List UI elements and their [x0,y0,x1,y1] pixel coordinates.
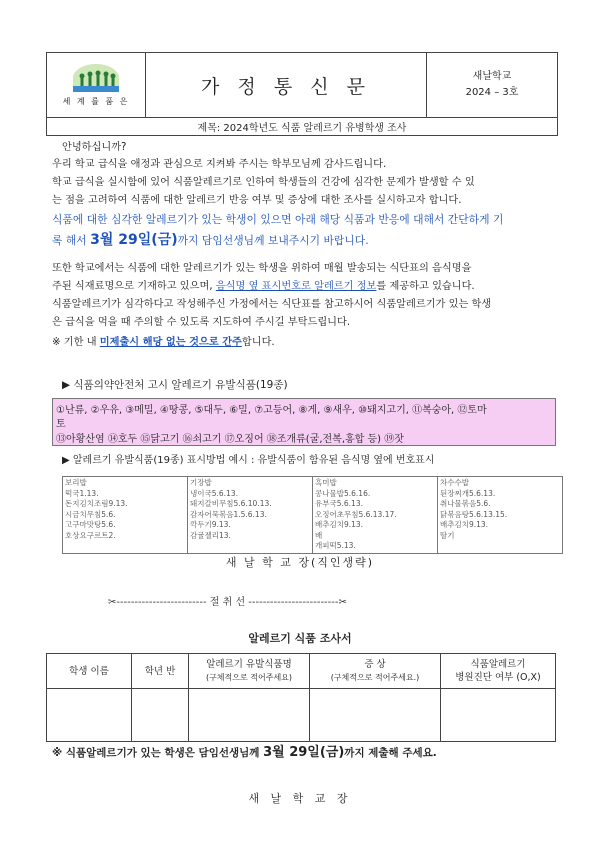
menu-item: 감자어묵볶음1.5.6.13. [190,509,267,519]
menu-item: 유부국5.6.13. [315,499,363,508]
menu-item: 떡국1.13. [65,488,99,498]
deadline-note [52,335,275,350]
col-student-name: 학생 이름 [47,654,132,689]
note-post: 합니다. [241,337,275,348]
menu-item: 딸기 [440,530,455,540]
paragraph-5a: 식품알레르기가 심각하다고 작성해주신 가정에서는 식단표를 참고하시어 식품알레르기가 있는 학생 [52,299,492,310]
menu-example-col-3 [313,477,438,554]
menu-item: 호상요구르트2. [65,530,116,540]
submission-pre: ※ 식품알레르기가 있는 학생은 담임선생님께 [52,747,264,759]
survey-form-table [46,653,556,742]
paragraph-3b [52,233,369,248]
issue-number: 2024 – 3호 [465,87,519,98]
menu-item: 돼지갈비무침5.6.10.13. [190,499,272,508]
page-title: 가 정 통 신 문 [146,53,427,117]
p4-pre: 주된 식재료명으로 기재하고 있으며, [52,281,216,292]
greeting: 안녕하십니까? [62,142,127,153]
note-emphasis: 미제출시 해당 없는 것으로 간주 [99,337,242,348]
col-diagnosis [441,654,556,689]
menu-item: 돈지김치조림9.13. [65,499,128,508]
menu-item: 개피떡5.13. [315,541,356,550]
menu-item: 시금치무침5.6. [65,509,116,519]
menu-item: 깍두기9.13. [190,520,231,529]
menu-item: 고구마맛탕5.6. [65,520,116,529]
footer-principal: 새 날 학 교 장 [248,792,352,805]
menu-item: 흑미밥 [315,478,337,487]
allergen-list-box [52,398,556,446]
survey-title: 알레르기 식품 조사서 [248,632,352,645]
menu-item: 기장밥 [190,478,212,487]
col-grade-class: 학년 반 [132,654,189,689]
student-name-field[interactable] [47,689,132,742]
logo-caption: 세 계 를 품 은 [62,96,130,106]
col-allergen-food [189,654,310,689]
menu-example-table [62,476,563,554]
p3-post: 까지 담임선생님께 보내주시기 바랍니다. [177,234,369,247]
menu-example-col-2 [188,477,313,554]
allergen-line-2: 토 [56,419,66,430]
menu-item: 보리밥 [65,478,87,487]
principal-signature: 새 날 학 교 장(직인생략) [225,556,375,569]
menu-example-col-4 [438,477,563,554]
paragraph-4a: 또한 학교에서는 식품에 대한 알레르기가 있는 학생을 위하여 매월 발송되는 식단표의 음식명을 [52,263,472,274]
menu-item: 냉이국5.6.13. [190,488,238,498]
menu-item: 닭볶음탕5.6.13.15. [440,509,508,519]
allergy-info-highlight: 음식명 옆 표시번호로 알레르기 정보 [215,281,377,292]
menu-item: 취나물볶음5.6. [440,499,491,508]
school-info [427,53,557,117]
logo-icon [73,64,119,92]
menu-example-col-1 [63,477,188,554]
allergen-line-1: ①난류, ②우유, ③메밀, ④땅콩, ⑤대두, ⑥밀, ⑦고등어, ⑧게, ⑨새우, ⑩돼지고기, ⑪복숭아, ⑫토마 [56,405,487,416]
paragraph-4b [52,279,475,294]
col-symptoms-hint: (구체적으로 적어주세요.) [330,673,420,682]
paragraph-2b: 는 점을 고려하여 식품에 대한 알레르기 반응 여부 및 증상에 대한 조사를 실시하고자 합니다. [52,195,462,206]
col-allergen-food-hint: (구체적으로 적어주세요) [205,673,293,682]
newsletter-header [46,52,558,118]
symptoms-field[interactable] [310,689,441,742]
menu-item: 배추김치9.13. [315,520,364,529]
survey-input-row [47,689,556,742]
col-allergen-food-label: 알레르기 유발식품명 [206,659,292,670]
menu-item: 배추김치9.13. [440,520,489,529]
menu-item: 차수수밥 [440,478,469,487]
menu-item: 콩나물밥5.6.16. [315,488,371,498]
paragraph-1: 우리 학교 급식을 애정과 관심으로 지켜봐 주시는 학부모님께 감사드립니다. [52,159,387,170]
allergen-food-field[interactable] [189,689,310,742]
diagnosis-field[interactable] [441,689,556,742]
menu-item: 된장찌개5.6.13. [440,488,496,498]
col-diagnosis-hint: 병원진단 여부 (O,X) [455,672,541,683]
col-symptoms [310,654,441,689]
school-name: 새날학교 [472,71,512,82]
allergen-heading: ▶ 식품의약안전처 고시 알레르기 유발식품(19종) [62,379,288,391]
col-symptoms-label: 증 상 [364,659,386,670]
school-logo [47,53,146,117]
menu-item: 오징어초무침5.6.13.17. [315,509,397,519]
note-pre: ※ 기한 내 [52,337,100,348]
submission-note [52,745,437,761]
menu-item: 감귤젤리13. [190,530,231,540]
subject-line: 제목: 2024학년도 식품 알레르기 유병학생 조사 [46,117,558,136]
deadline-date: 3월 29일(금) [90,232,178,248]
col-diagnosis-label: 식품알레르기 [470,659,526,670]
paragraph-2a: 학교 급식을 실시함에 있어 식품알레르기로 인하여 학생들의 건강에 심각한 문제가 발생할 수 있 [52,177,475,188]
submission-date: 3월 29일(금) [263,745,345,760]
p3-pre: 록 해서 [52,234,91,247]
cut-line: ✂------------------------- 절 취 선 -------------------------✂ [108,597,347,608]
paragraph-5b: 은 급식을 먹을 때 주의할 수 있도록 지도하여 주시길 부탁드립니다. [52,317,351,328]
labeling-heading: ▶ 알레르기 유발식품(19종) 표시방법 예시 : 유발식품이 함유된 음식명 옆에 번호표시 [62,455,435,466]
menu-item: 배 [315,530,323,540]
p4-post: 를 제공하고 있습니다. [376,281,475,292]
submission-post: 까지 제출해 주세요. [344,747,437,759]
paragraph-3a: 식품에 대한 심각한 알레르기가 있는 학생이 있으면 아래 해당 식품과 반응에 대해서 간단하게 기 [52,213,504,226]
allergen-line-3: ⑬아황산염 ⑭호두 ⑮닭고기 ⑯쇠고기 ⑰오징어 ⑱조개류(굴,전복,홍합 등) ⑲잣 [56,434,404,445]
grade-class-field[interactable] [132,689,189,742]
